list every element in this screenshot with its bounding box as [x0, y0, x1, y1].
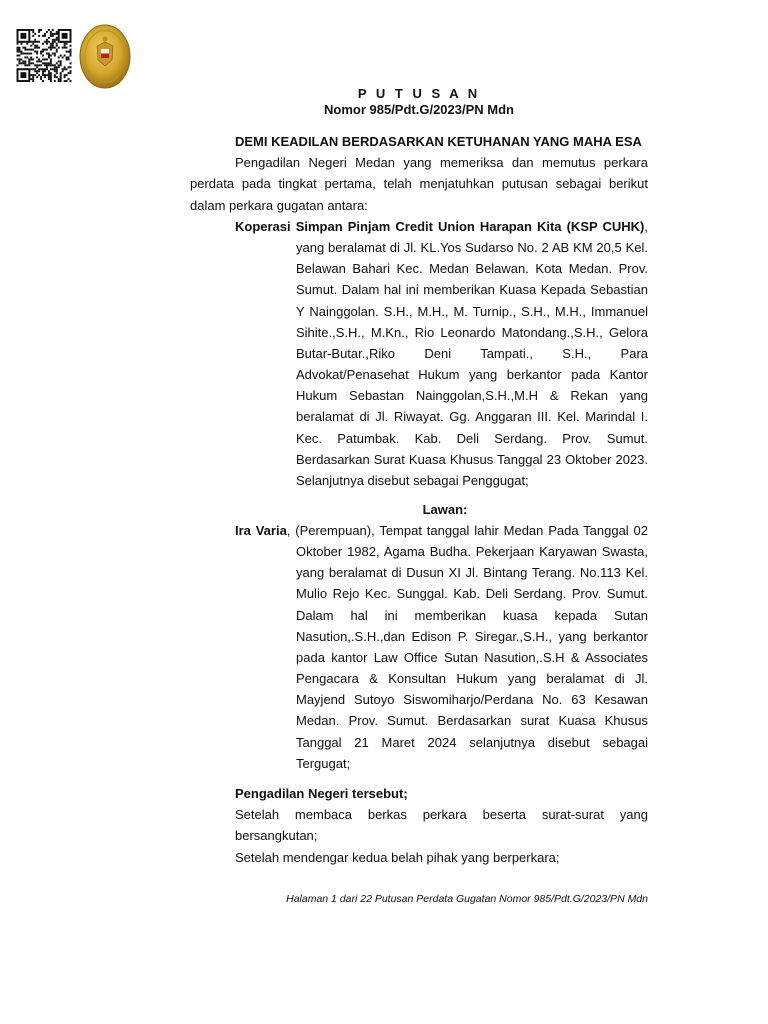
- text-line: Tanggal 21 Maret 2024 selanjutnya disebut sebagai: [296, 734, 648, 750]
- text-line: Mulio Rejo Kec. Sunggal. Kab. Deli Serdang. Prov. Sumut.: [296, 586, 648, 602]
- defendant-name: Ira Varia: [235, 523, 287, 538]
- text-line: yang beralamat di Dusun XI Jl. Bintang Terang. No.113 Kel.: [296, 565, 648, 581]
- intro-paragraph: Pengadilan Negeri Medan yang memeriksa dan memutus perkara perdata pada tingkat pertama, telah menjatuhkan putusan sebagai berikut dalam perkara gugatan antara:: [190, 155, 648, 213]
- text-line: Pengacara & Konsultan Hukum yang beralamat di Jl.: [296, 671, 648, 687]
- plaintiff-name: Koperasi Simpan Pinjam Credit Union Harapan Kita (KSP CUHK): [235, 219, 645, 234]
- text-line: Sumut. Dalam hal ini memberikan Kuasa Kepada Sebastian: [296, 282, 648, 298]
- case-number: Nomor 985/Pdt.G/2023/PN Mdn: [324, 102, 514, 117]
- text-line: Medan. Prov. Sumut. Berdasarkan surat Kuasa Khusus: [296, 713, 648, 729]
- page-footer: Halaman 1 dari 22 Putusan Perdata Gugatan Nomor 985/Pdt.G/2023/PN Mdn: [286, 893, 648, 905]
- defendant-first-line: , (Perempuan), Tempat tanggal lahir Medan Pada Tanggal 02: [286, 523, 648, 538]
- text-line: Nasution,.S.H.,dan Edison P. Siregar.,S.H., yang berkantor: [296, 628, 648, 644]
- consideration-line: Setelah mendengar kedua belah pihak yang berperkara;: [235, 849, 560, 865]
- plaintiff-block: Koperasi Simpan Pinjam Credit Union Harapan Kita (KSP CUHK), yang beralamat di Jl. KL.Yos Sudarso No. 2 AB KM 20,5 Kel. Belawan Bahari Kec. Medan Belawan. Kota Medan. Prov. Sumut. Dalam hal ini memberikan Kuasa Kepada Sebastian Y Nainggolan. S.H., M.H., M. Turnip., S.H., M.H., Immanuel Sihite.,S.H., M.Kn., Rio Leonardo Matondang.,S.H., Gelora Butar-Butar.,Riko Deni Tampati., S.H., Para Advokat/Penasehat Hukum yang berkantor pada Kantor Hukum Sebastan Nainggolan,S.H.,M.H & Rekan yang beralamat di Jl. Riwayat. Gg. Anggaran III. Kel. Marindal I. Kec. Patumbak. Kab. Deli Serdang. Prov. Sumut. Berdasarkan Surat Kuasa Khusus Tanggal 23 Oktober 2023. Selanjutnya disebut sebagai Penggugat;: [235, 216, 648, 491]
- consideration-line: bersangkutan;: [235, 828, 318, 844]
- text-line: Berdasarkan Surat Kuasa Khusus Tanggal 23 Oktober 2023.: [296, 451, 648, 467]
- defendant-details: [235, 541, 648, 774]
- text-line: Butar-Butar.,Riko Deni Tampati., S.H., Para: [296, 345, 648, 361]
- text-line: beralamat di Jl. Riwayat. Gg. Anggaran III. Kel. Marindal I.: [296, 409, 648, 425]
- text-line: Selanjutnya disebut sebagai Penggugat;: [296, 472, 529, 488]
- text-line: yang beralamat di Jl. KL.Yos Sudarso No. 2 AB KM 20,5 Kel.: [296, 240, 648, 256]
- text-line: pada kantor Law Office Sutan Nasution,.S.H & Associates: [296, 649, 648, 665]
- text-line: Oktober 1982, Agama Budha. Pekerjaan Karyawan Swasta,: [296, 544, 648, 560]
- qr-code-icon: [16, 29, 72, 82]
- document-title: P U T U S A N: [357, 86, 481, 101]
- text-line: Dalam hal ini memberikan kuasa kepada Sutan: [296, 607, 648, 623]
- text-line: Hukum Sebastan Nainggolan,S.H.,M.H & Rekan yang: [296, 388, 648, 404]
- text-line: Belawan Bahari Kec. Medan Belawan. Kota Medan. Prov.: [296, 261, 648, 277]
- text-line: Kec. Patumbak. Kab. Deli Serdang. Prov. Sumut.: [296, 430, 648, 446]
- text-line: Tergugat;: [296, 755, 351, 771]
- defendant-block: [235, 520, 648, 774]
- considerations: [235, 804, 648, 868]
- text-line: Sihite.,S.H., M.Kn., Rio Leonardo Matondang.,S.H., Gelora: [296, 324, 648, 340]
- court-emblem-icon: [79, 24, 131, 89]
- text-line: Y Nainggolan. S.H., M.H., M. Turnip., S.H., M.H., Immanuel: [296, 303, 648, 319]
- text-line: Mayjend Sutoyo Siswomiharjo/Perdana No. 63 Kesawan: [296, 692, 648, 708]
- court-heading: Pengadilan Negeri tersebut;: [235, 786, 408, 801]
- plaintiff-details: [235, 237, 648, 491]
- versus-heading: Lawan:: [422, 502, 468, 517]
- invocation-heading: DEMI KEADILAN BERDASARKAN KETUHANAN YANG MAHA ESA: [235, 134, 642, 149]
- consideration-line: Setelah membaca berkas perkara beserta surat-surat yang: [235, 807, 648, 822]
- text-line: Advokat/Penasehat Hukum yang berkantor pada Kantor: [296, 367, 648, 383]
